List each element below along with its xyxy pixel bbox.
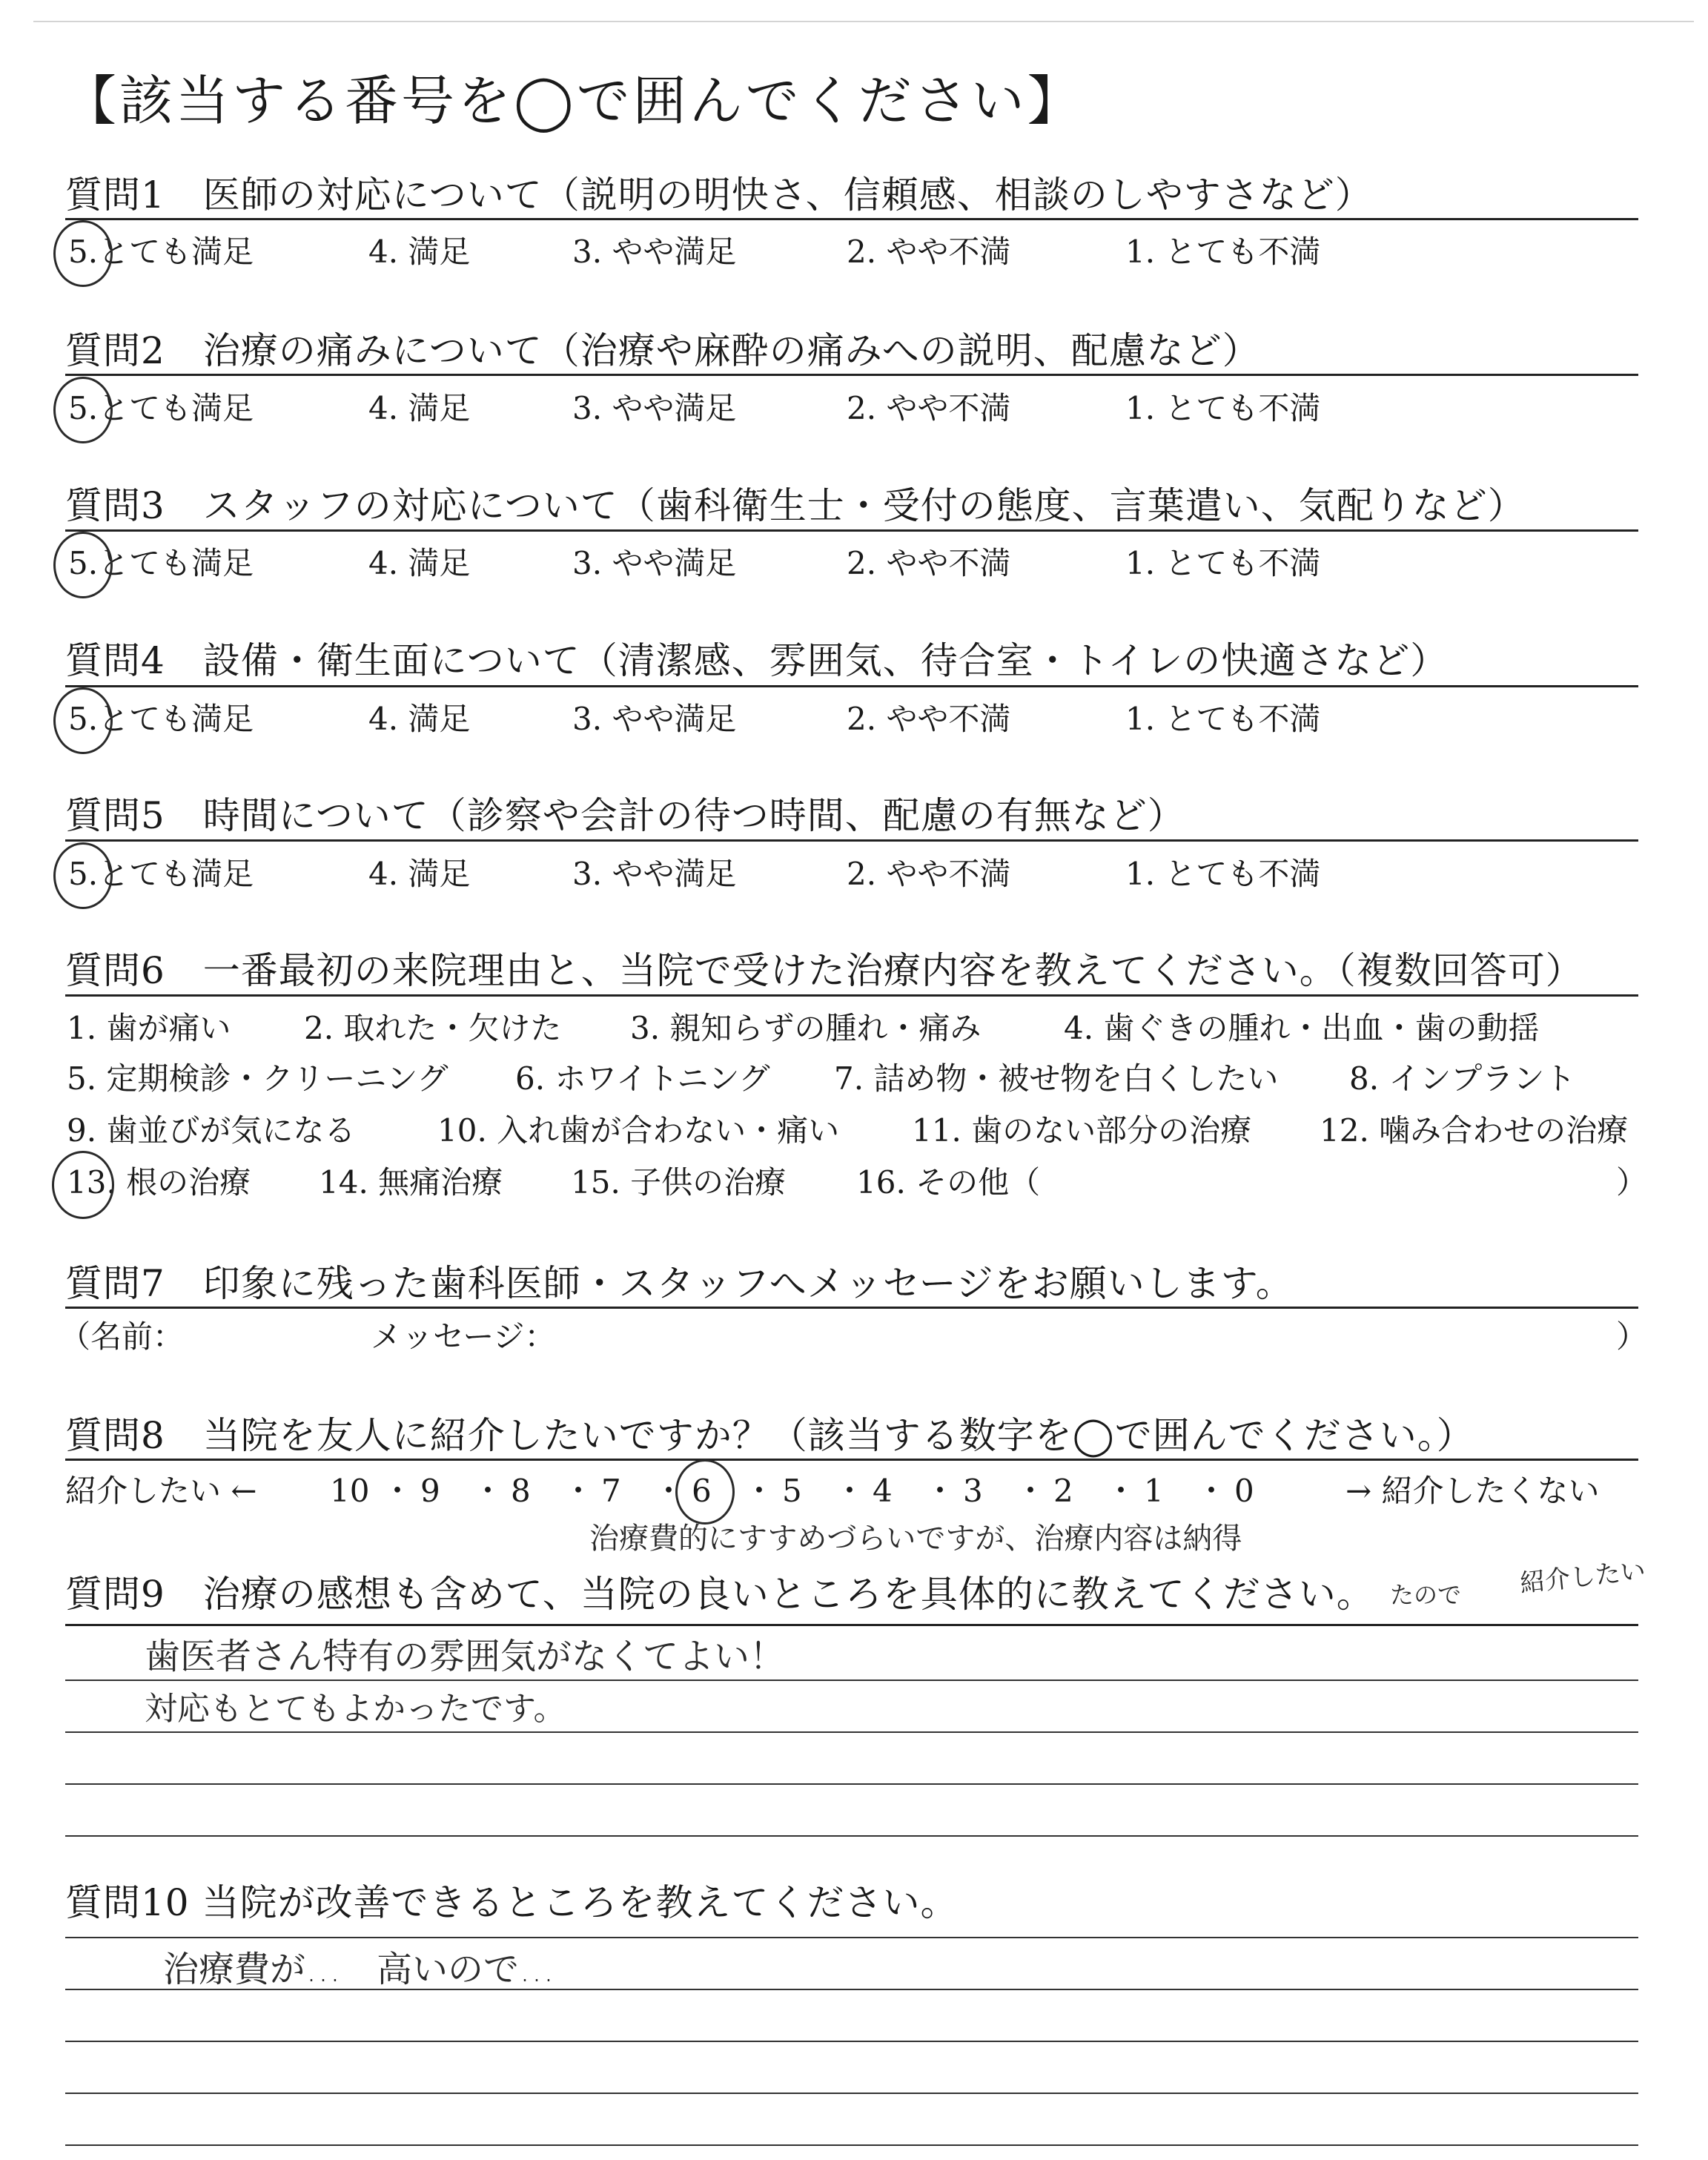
question-1-option-3[interactable]: 3. やや満足 [572, 234, 737, 270]
question-2-selected-circle [53, 377, 113, 443]
q7-close-paren: ） [1616, 1318, 1648, 1355]
question-3-rule [65, 529, 1638, 532]
question-2-option-2[interactable]: 2. やや不満 [847, 390, 1011, 426]
question-2-option-1[interactable]: 1. とても不満 [1125, 390, 1321, 426]
q6-option-15[interactable]: 15. 子供の治療 [571, 1164, 787, 1200]
q6-option-12[interactable]: 12. 噛み合わせの治療 [1320, 1112, 1629, 1149]
q8-scale-separator: ・ [1196, 1473, 1228, 1509]
question-4-title: 質問4 設備・衛生面について（清潔感、雰囲気、待合室・トイレの快適さなど） [65, 639, 1449, 682]
q8-handwritten-note: 治療費的にすすめづらいですが、治療内容は納得 [589, 1522, 1242, 1556]
q6-option-1[interactable]: 1. 歯が痛い [67, 1010, 231, 1046]
question-3-title: 質問3 スタッフの対応について（歯科衛生士・受付の態度、言葉遣い、気配りなど） [65, 484, 1526, 527]
q6-option-6[interactable]: 6. ホワイトニング [515, 1060, 770, 1097]
question-3-option-2[interactable]: 2. やや不満 [847, 545, 1011, 581]
question-4-option-1[interactable]: 1. とても不満 [1125, 701, 1321, 737]
q8-scale-separator: ・ [1105, 1473, 1137, 1509]
page-title: 【該当する番号を◯で囲んでください】 [63, 70, 1084, 132]
q8-scale-9[interactable]: 9 [420, 1473, 440, 1509]
question-10-title: 質問10 当院が改善できるところを教えてください。 [65, 1881, 959, 1924]
question-3-selected-circle [53, 532, 113, 598]
question-1-title: 質問1 医師の対応について（説明の明快さ、信頼感、相談のしやすさなど） [65, 174, 1373, 217]
question-5-title: 質問5 時間について（診察や会計の待つ時間、配慮の有無など） [65, 794, 1185, 837]
question-3-option-5[interactable]: 5.とても満足 [68, 545, 254, 581]
q8-scale-0[interactable]: 0 [1234, 1473, 1254, 1509]
q8-scale-separator: ・ [382, 1473, 414, 1509]
q6-selected-circle [52, 1151, 114, 1219]
q8-scale-1[interactable]: 1 [1144, 1473, 1164, 1509]
q10-answer-rule-5 [65, 2144, 1638, 2146]
question-1-option-5[interactable]: 5.とても満足 [68, 234, 254, 270]
q8-scale-separator: ・ [653, 1473, 685, 1509]
q6-option-3[interactable]: 3. 親知らずの腫れ・痛み [630, 1010, 982, 1046]
q8-left-label: 紹介したい ← [65, 1473, 257, 1509]
question-6-rule [65, 994, 1638, 997]
q8-scale-6[interactable]: 6 [692, 1473, 712, 1509]
q8-scale-separator: ・ [744, 1473, 775, 1509]
q7-name-label: （名前： [59, 1318, 185, 1355]
q10-answer-rule-3 [65, 2041, 1638, 2042]
q10-answer-rule-4 [65, 2093, 1638, 2094]
question-2-option-4[interactable]: 4. 満足 [368, 390, 471, 426]
q9-answer-rule-2 [65, 1731, 1638, 1733]
q6-option-14[interactable]: 14. 無痛治療 [319, 1164, 503, 1200]
question-1-rule [65, 218, 1638, 220]
question-5-option-2[interactable]: 2. やや不満 [847, 856, 1011, 892]
q6-option-13[interactable]: 13. 根の治療 [67, 1164, 251, 1200]
question-6-title: 質問6 一番最初の来院理由と、当院で受けた治療内容を教えてください。（複数回答可） [65, 949, 1583, 992]
q6-option-4[interactable]: 4. 歯ぐきの腫れ・出血・歯の動揺 [1064, 1010, 1540, 1046]
q8-scale-5[interactable]: 5 [782, 1473, 802, 1509]
question-7-rule [65, 1307, 1638, 1309]
q8-handwritten-note-3: 紹介したい [1518, 1556, 1647, 1599]
question-3-option-3[interactable]: 3. やや満足 [572, 545, 737, 581]
question-4-selected-circle [53, 687, 113, 754]
q8-scale-2[interactable]: 2 [1053, 1473, 1073, 1509]
question-3-option-1[interactable]: 1. とても不満 [1125, 545, 1321, 581]
question-9-title: 質問9 治療の感想も含めて、当院の良いところを具体的に教えてください。 [65, 1573, 1374, 1616]
q8-scale-separator: ・ [834, 1473, 866, 1509]
q8-scale-separator: ・ [924, 1473, 956, 1509]
q9-answer-rule-4 [65, 1835, 1638, 1837]
question-1-option-2[interactable]: 2. やや不満 [847, 234, 1011, 270]
question-8-rule [65, 1459, 1638, 1461]
q8-scale-separator: ・ [1015, 1473, 1047, 1509]
question-2-title: 質問2 治療の痛みについて（治療や麻酔の痛みへの説明、配慮など） [65, 329, 1260, 372]
q8-scale-separator: ・ [472, 1473, 504, 1509]
question-8-title: 質問8 当院を友人に紹介したいですか？（該当する数字を◯で囲んでください。） [65, 1414, 1474, 1457]
q10-answer-rule-2 [65, 1989, 1638, 1990]
q9-answer-line-2: 対応もとてもよかったです。 [145, 1690, 566, 1728]
question-5-option-5[interactable]: 5.とても満足 [68, 856, 254, 892]
question-1-selected-circle [53, 220, 113, 287]
question-5-rule [65, 839, 1638, 842]
question-5-option-4[interactable]: 4. 満足 [368, 856, 471, 892]
question-5-option-1[interactable]: 1. とても不満 [1125, 856, 1321, 892]
question-7-title: 質問7 印象に残った歯科医師・スタッフへメッセージをお願いします。 [65, 1262, 1294, 1305]
q8-scale-8[interactable]: 8 [511, 1473, 531, 1509]
q9-answer-line-1: 歯医者さん特有の雰囲気がなくてよい！ [145, 1636, 786, 1677]
q8-scale-3[interactable]: 3 [963, 1473, 983, 1509]
q10-answer-rule-1 [65, 1937, 1638, 1938]
question-2-option-3[interactable]: 3. やや満足 [572, 390, 737, 426]
q8-scale-4[interactable]: 4 [873, 1473, 893, 1509]
question-5-selected-circle [53, 842, 113, 909]
question-5-option-3[interactable]: 3. やや満足 [572, 856, 737, 892]
q6-option-7[interactable]: 7. 詰め物・被せ物を白くしたい [834, 1060, 1279, 1097]
question-3-option-4[interactable]: 4. 満足 [368, 545, 471, 581]
q7-message-label: メッセージ： [371, 1318, 556, 1355]
q8-selected-circle [675, 1459, 735, 1525]
q9-answer-rule-1 [65, 1680, 1638, 1681]
q9-answer-rule-3 [65, 1783, 1638, 1785]
q6-option-16-close: ） [1616, 1164, 1648, 1200]
q8-right-label: → 紹介したくない [1345, 1473, 1600, 1509]
q8-scale-7[interactable]: 7 [601, 1473, 621, 1509]
q8-scale-10[interactable]: 10 [330, 1473, 370, 1509]
question-4-option-2[interactable]: 2. やや不満 [847, 701, 1011, 737]
question-1-option-1[interactable]: 1. とても不満 [1125, 234, 1321, 270]
question-1-option-4[interactable]: 4. 満足 [368, 234, 471, 270]
question-2-rule [65, 374, 1638, 376]
question-4-option-4[interactable]: 4. 満足 [368, 701, 471, 737]
q10-answer-line-1: 治療費が… 高いので… [163, 1949, 555, 1990]
top-divider [33, 21, 1694, 22]
question-4-option-5[interactable]: 5.とても満足 [68, 701, 254, 737]
question-4-option-3[interactable]: 3. やや満足 [572, 701, 737, 737]
q6-option-16[interactable]: 16. その他（ [856, 1164, 1041, 1200]
q6-option-9[interactable]: 9. 歯並びが気になる [67, 1112, 356, 1149]
q6-option-10[interactable]: 10. 入れ歯が合わない・痛い [437, 1112, 840, 1149]
q8-scale-separator: ・ [563, 1473, 595, 1509]
question-2-option-5[interactable]: 5.とても満足 [68, 390, 254, 426]
question-9-rule [65, 1624, 1638, 1626]
q6-option-5[interactable]: 5. 定期検診・クリーニング [67, 1060, 448, 1097]
question-4-rule [65, 685, 1638, 687]
q6-option-11[interactable]: 11. 歯のない部分の治療 [912, 1112, 1252, 1149]
q6-option-8[interactable]: 8. インプラント [1349, 1060, 1576, 1097]
q6-option-2[interactable]: 2. 取れた・欠けた [304, 1010, 562, 1046]
q8-handwritten-note-2: たので [1390, 1581, 1462, 1609]
